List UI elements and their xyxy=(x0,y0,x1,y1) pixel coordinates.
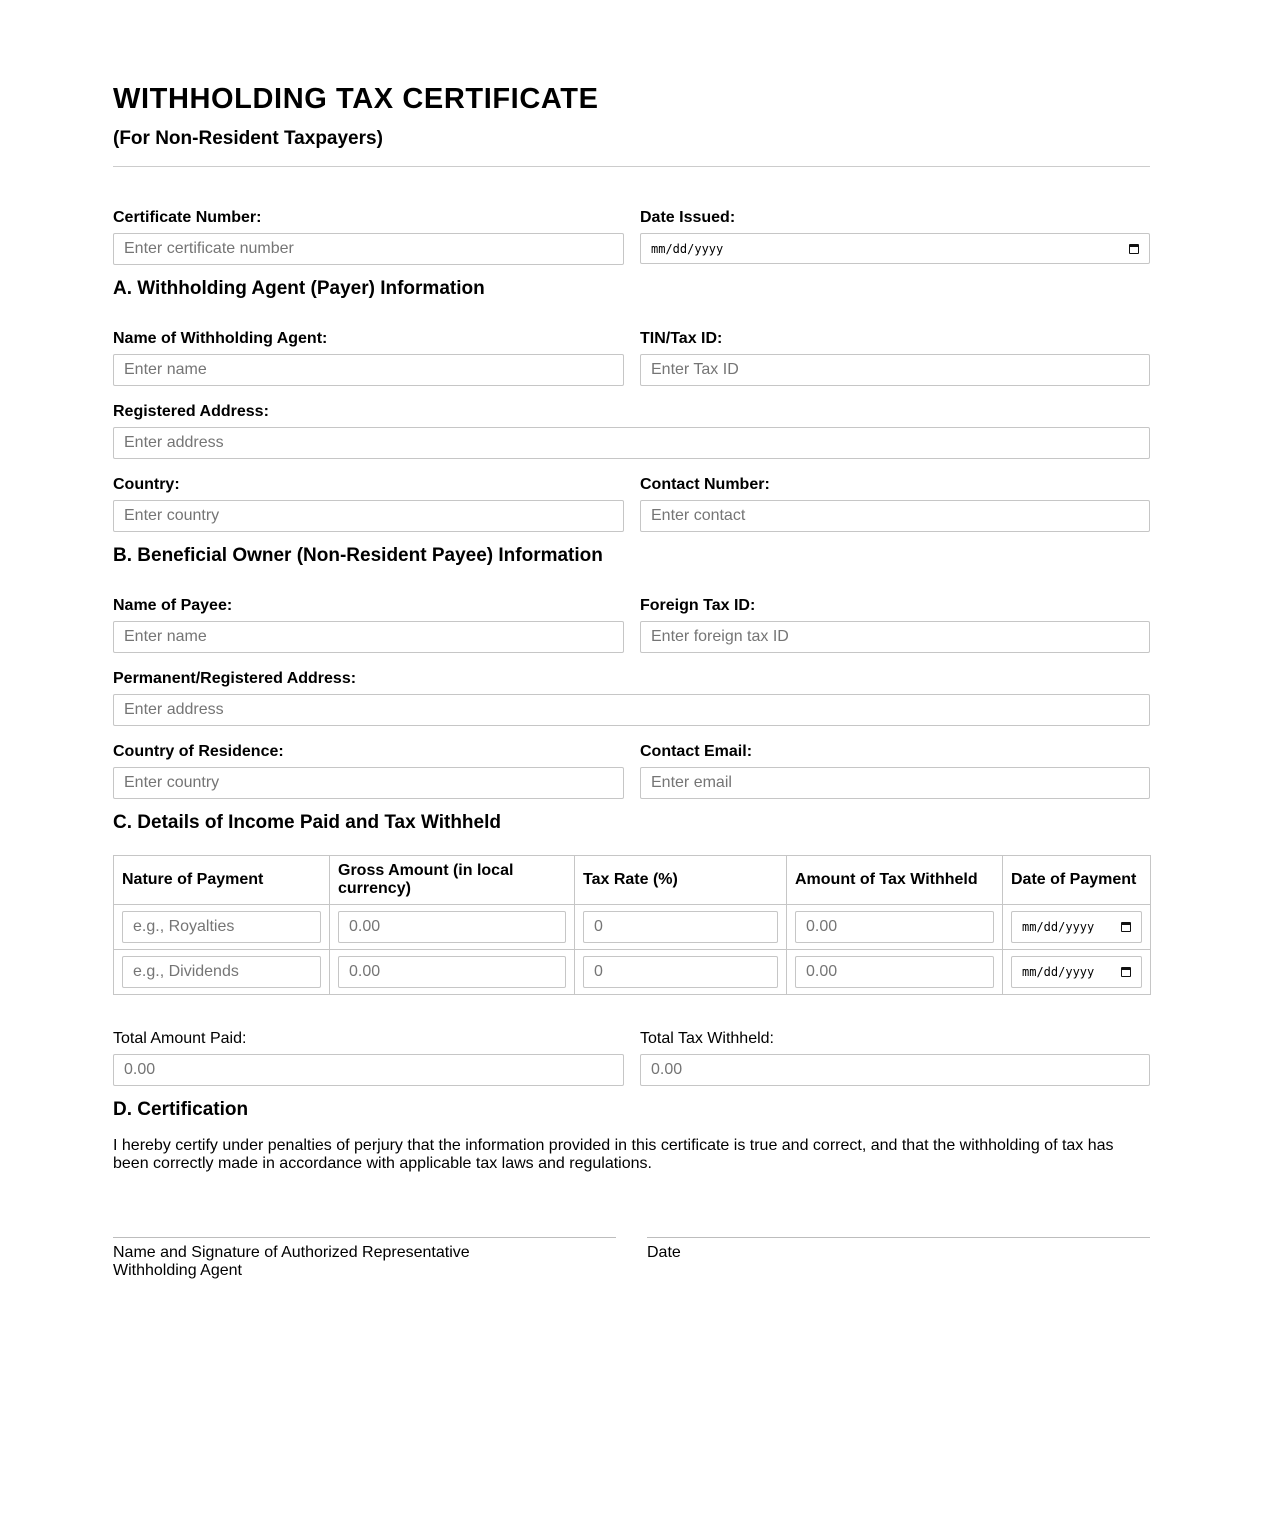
residence-country-input[interactable] xyxy=(113,767,624,799)
column-header-gross: Gross Amount (in local currency) xyxy=(330,856,575,905)
section-d-title: D. Certification xyxy=(113,1099,249,1120)
section-a-title: A. Withholding Agent (Payer) Information xyxy=(113,278,485,299)
payee-name-input[interactable] xyxy=(113,621,624,653)
calendar-icon[interactable] xyxy=(1121,967,1131,977)
gross-amount-input[interactable] xyxy=(338,956,566,988)
agent-tin-input[interactable] xyxy=(640,354,1150,386)
gross-amount-input[interactable] xyxy=(338,911,566,943)
date-signature-line xyxy=(647,1237,1150,1238)
agent-country-input[interactable] xyxy=(113,500,624,532)
payee-address-label: Permanent/Registered Address: xyxy=(113,670,357,687)
payment-date-input[interactable] xyxy=(1011,956,1142,988)
total-withheld-label: Total Tax Withheld: xyxy=(640,1030,774,1047)
date-issued-placeholder: mm/dd/yyyy xyxy=(651,241,724,256)
signature-line xyxy=(113,1237,616,1238)
table-row xyxy=(114,950,1151,995)
date-issued-input[interactable] xyxy=(640,233,1150,264)
column-header-withheld: Amount of Tax Withheld xyxy=(787,856,1003,905)
certification-statement: I hereby certify under penalties of perjury that the information provided in this certificate is true and correct, and that the withholding of tax has been correctly made in accordance with applicable tax laws and regulations. xyxy=(113,1137,1114,1172)
agent-contact-input[interactable] xyxy=(640,500,1150,532)
payment-date-placeholder: mm/dd/yyyy xyxy=(1022,965,1095,979)
tax-rate-input[interactable] xyxy=(583,911,778,943)
tax-withheld-input[interactable] xyxy=(795,911,994,943)
nature-input[interactable] xyxy=(122,911,321,943)
payment-date-input[interactable] xyxy=(1011,911,1142,943)
payment-date-placeholder: mm/dd/yyyy xyxy=(1022,920,1095,934)
column-header-date: Date of Payment xyxy=(1003,856,1151,905)
foreign-tax-id-label: Foreign Tax ID: xyxy=(640,597,756,614)
agent-address-input[interactable] xyxy=(113,427,1150,459)
total-paid-label: Total Amount Paid: xyxy=(113,1030,247,1047)
column-header-nature: Nature of Payment xyxy=(114,856,330,905)
agent-tin-label: TIN/Tax ID: xyxy=(640,330,723,347)
nature-input[interactable] xyxy=(122,956,321,988)
signature-label xyxy=(113,1244,470,1280)
tax-withheld-input[interactable] xyxy=(795,956,994,988)
tax-rate-input[interactable] xyxy=(583,956,778,988)
signature-date-label: Date xyxy=(647,1244,681,1261)
table-header-row xyxy=(114,856,1151,905)
agent-name-label: Name of Withholding Agent: xyxy=(113,330,328,347)
residence-country-label: Country of Residence: xyxy=(113,743,284,760)
payee-name-label: Name of Payee: xyxy=(113,597,233,614)
income-table xyxy=(113,855,1151,995)
calendar-icon[interactable] xyxy=(1121,922,1131,932)
signature-label-line2: Withholding Agent xyxy=(113,1262,242,1279)
table-row xyxy=(114,905,1151,950)
agent-contact-label: Contact Number: xyxy=(640,476,770,493)
header-divider xyxy=(113,166,1150,167)
calendar-icon[interactable] xyxy=(1129,244,1139,254)
section-c-title: C. Details of Income Paid and Tax Withheld xyxy=(113,812,501,833)
date-issued-label: Date Issued: xyxy=(640,209,736,226)
certificate-number-label: Certificate Number: xyxy=(113,209,262,226)
agent-address-label: Registered Address: xyxy=(113,403,269,420)
section-b-title: B. Beneficial Owner (Non-Resident Payee) Information xyxy=(113,545,603,566)
certificate-number-input[interactable] xyxy=(113,233,624,265)
agent-country-label: Country: xyxy=(113,476,180,493)
contact-email-label: Contact Email: xyxy=(640,743,753,760)
page-subtitle: (For Non-Resident Taxpayers) xyxy=(113,128,383,149)
total-withheld-input[interactable] xyxy=(640,1054,1150,1086)
total-paid-input[interactable] xyxy=(113,1054,624,1086)
payee-address-input[interactable] xyxy=(113,694,1150,726)
page-title: WITHHOLDING TAX CERTIFICATE xyxy=(113,83,599,115)
signature-label-line1: Name and Signature of Authorized Representative xyxy=(113,1244,470,1261)
agent-name-input[interactable] xyxy=(113,354,624,386)
foreign-tax-id-input[interactable] xyxy=(640,621,1150,653)
column-header-rate: Tax Rate (%) xyxy=(575,856,787,905)
contact-email-input[interactable] xyxy=(640,767,1150,799)
